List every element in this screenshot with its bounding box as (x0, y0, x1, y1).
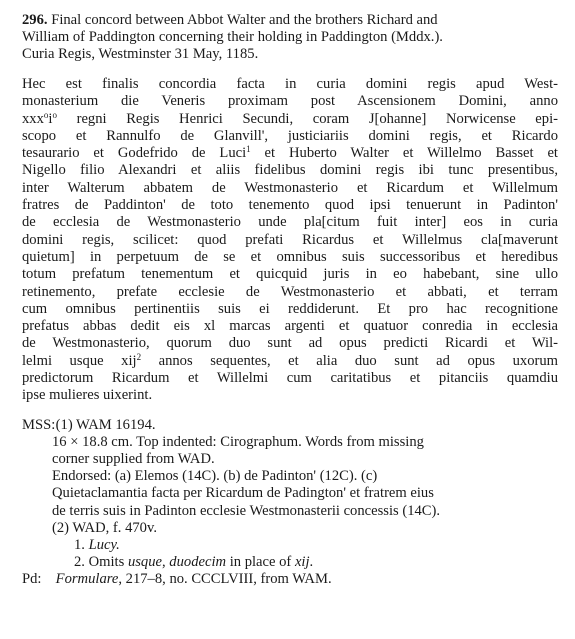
endorsed-1: Endorsed: (a) Elemos (14C). (b) de Padinton' (12C). (c) (52, 468, 378, 485)
latin-line: de Westmonasterio, quorum duo sunt ad opus predicti Ricardi et Wil- (22, 335, 558, 352)
printed-line (22, 571, 558, 588)
latin-line: $xxx^oi^o$ regni Regis Henrici Secundi, coram J[ohanne] Norwicense epi- (22, 109, 558, 127)
heading-line-3: Curia Regis, Westminster 31 May, 1185. (22, 46, 259, 62)
latin-line: de ecclesia de Westmonasterio unde pla[citum fuit inter] eos in curia (22, 214, 558, 231)
footnote-1: 1. Lucy. (74, 537, 120, 554)
heading-line-1: Final concord between Abbot Walter and the brothers Richard and (51, 12, 438, 28)
ms1-desc-1: 16 × 18.8 cm. Top indented: Cirographum. Words from missing (52, 433, 424, 450)
latin-line: cum omnibus pertinentiis suis ei reddiderunt. Et pro hac recognitione (22, 300, 558, 317)
latin-line: Hec est finalis concordia facta in curia domini regis apud West- (22, 76, 558, 92)
latin-line: prefatus abbas dedit eis xl marcas argenti et quatuor conredia in ecclesia (22, 318, 558, 335)
latin-line: retinemento, prefate ecclesie de Westmonasterio et abbati, et terram (22, 283, 558, 300)
latin-line: totum prefatum tenementum et quicquid juris in eo habebant, sine ullo (22, 266, 558, 283)
ms1-desc-2: corner supplied from WAD. (52, 451, 215, 468)
manuscripts-section (22, 417, 558, 589)
latin-line: ipse mulieres uixerint. (22, 387, 153, 404)
latin-line: domini regis, scilicet: quod prefati Ricardus et Willelmus cla[maverunt (22, 231, 558, 248)
ms2-ref: (2) WAD, f. 470v. (52, 519, 157, 536)
pd-rest: , 217–8, no. CCCLVIII, from WAM. (118, 571, 332, 588)
latin-line: quietum] in perpetuum de se et omnibus suis successoribus et heredibus (22, 248, 558, 265)
latin-line: Nigello filio Alexandri et aliis fidelibus domini regis ibi tunc presentibus, (22, 162, 558, 179)
latin-text (22, 76, 558, 405)
latin-line: tesaurario et Godefrido de Luci$^1$ et Huberto Walter et Willelmo Basset et (22, 144, 558, 162)
latin-line: scopo et Rannulfo de Glanvill', justiciariis domini regis, et Ricardo (22, 127, 558, 144)
charter-number: 296. (22, 12, 48, 28)
superscript: o (43, 109, 49, 120)
footnote-2: 2. Omits usque, duodecim in place of xij. (74, 554, 314, 571)
latin-line: monasterium die Veneris proximam post Ascensionem Domini, anno (22, 93, 558, 110)
pd-source: Formulare (55, 571, 119, 588)
latin-line: lelmi usque xij$^2$ annos sequentes, et alia duo sunt ad opus uxorum (22, 351, 559, 369)
superscript: o (52, 109, 57, 120)
superscript: 2 (136, 351, 142, 362)
heading-line-2: William of Paddington concerning their holding in Paddington (Mddx.). (22, 29, 443, 45)
endorsed-2: Quietaclamantia facta per Ricardum de Padington' et fratrem eius (52, 485, 434, 502)
superscript: 1 (246, 144, 251, 155)
mss-line (22, 417, 558, 434)
charter-page (22, 12, 558, 589)
charter-heading (22, 12, 558, 63)
latin-line: inter Walterum abbatem de Westmonasterio et Ricardum et Willelmum (22, 179, 558, 196)
latin-line: fratres de Paddinton' de toto tenemento quod ipsi tenuerunt in Padinton' (22, 197, 558, 214)
ms1-ref: (1) WAM 16194. (55, 416, 156, 433)
pd-label: Pd: (22, 571, 42, 588)
latin-line: predictorum Ricardum et Willelmi cum caritatibus et pitanciis quamdiu (22, 370, 558, 387)
mss-label: MSS: (22, 416, 56, 433)
endorsed-3: de terris suis in Padinton ecclesie Westmonasterii concessis (14C). (52, 502, 441, 519)
